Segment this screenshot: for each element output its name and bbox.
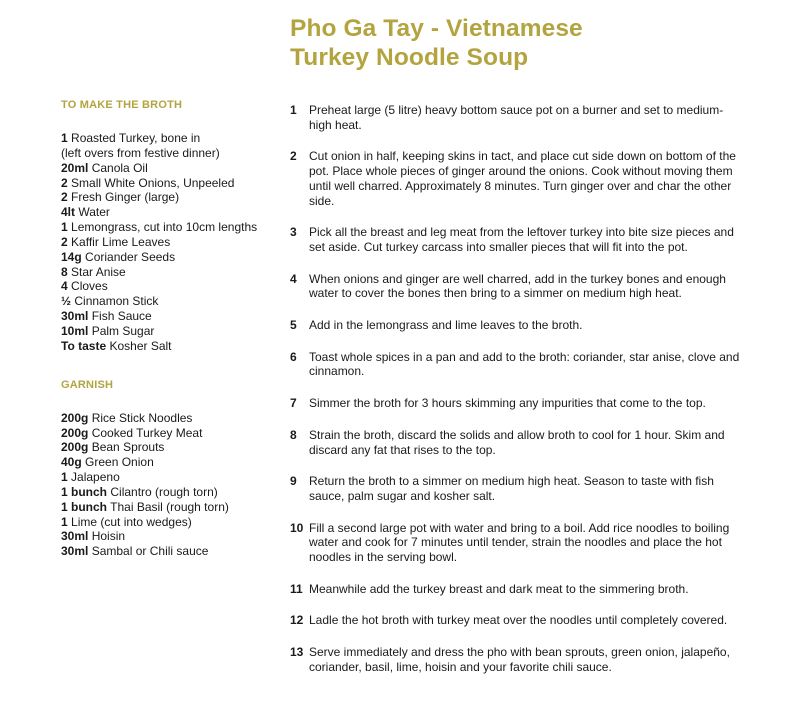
- method-steps: [290, 103, 740, 675]
- ingredient-quantity: 30ml: [61, 529, 89, 544]
- broth-section: [61, 98, 286, 354]
- step-text: Strain the broth, discard the solids and allow broth to cool for 1 hour. Skim and discard any fat that rises to the top.: [309, 427, 725, 457]
- step-item: [290, 582, 740, 597]
- ingredient-item: [61, 205, 286, 220]
- ingredient-quantity: 4lt: [61, 205, 76, 220]
- step-item: [290, 350, 740, 379]
- ingredient-name: (left overs from festive dinner): [61, 145, 220, 160]
- step-number: 8: [290, 427, 297, 442]
- ingredient-name: Lemongrass, cut into 10cm lengths: [71, 220, 258, 235]
- step-item: [290, 428, 740, 457]
- ingredient-name: Kaffir Lime Leaves: [71, 234, 171, 249]
- ingredient-name: Coriander Seeds: [85, 249, 176, 264]
- step-number: 4: [290, 271, 297, 286]
- step-number: 2: [290, 149, 297, 164]
- step-item: [290, 474, 740, 503]
- ingredient-item: [61, 544, 286, 559]
- ingredient-name: Cloves: [71, 279, 108, 294]
- step-item: [290, 318, 740, 333]
- ingredient-name: Green Onion: [85, 455, 154, 470]
- ingredient-name: Hoisin: [91, 529, 126, 544]
- ingredient-item: [61, 485, 286, 500]
- ingredient-name: Cooked Turkey Meat: [91, 425, 203, 440]
- ingredient-quantity: 2: [61, 175, 68, 190]
- ingredient-quantity: 4: [61, 279, 68, 294]
- ingredient-name: Lime (cut into wedges): [71, 514, 192, 529]
- ingredient-quantity: 200g: [61, 410, 89, 425]
- broth-heading: TO MAKE THE BROTH: [61, 99, 183, 111]
- ingredient-name: Star Anise: [71, 264, 126, 279]
- ingredient-item: [61, 411, 286, 426]
- ingredient-name: Jalapeno: [71, 470, 120, 485]
- ingredient-quantity: 1: [61, 514, 68, 529]
- ingredient-name: Water: [78, 205, 110, 220]
- ingredient-item: [61, 500, 286, 515]
- ingredient-quantity: 200g: [61, 440, 89, 455]
- ingredient-item: [61, 146, 286, 161]
- ingredient-item: [61, 294, 286, 309]
- step-text: Ladle the hot broth with turkey meat over the noodles until completely covered.: [309, 613, 728, 628]
- recipe-title: [290, 14, 770, 72]
- step-number: 7: [290, 396, 297, 411]
- ingredient-item: [61, 250, 286, 265]
- ingredient-quantity: 1 bunch: [61, 484, 108, 499]
- step-text: Fill a second large pot with water and bring to a boil. Add rice noodles to boiling water and cook for 7 minutes until tender, strain the noodles and place the hot noodles in the serving bowl.: [309, 520, 730, 565]
- ingredient-name: Fish Sauce: [91, 309, 152, 324]
- ingredient-item: [61, 309, 286, 324]
- ingredient-name: Bean Sprouts: [91, 440, 165, 455]
- ingredient-item: [61, 324, 286, 339]
- step-number: 6: [290, 349, 297, 364]
- step-item: [290, 396, 740, 411]
- step-item: [290, 103, 740, 132]
- ingredient-quantity: 40g: [61, 455, 82, 470]
- step-text: Add in the lemongrass and lime leaves to the broth.: [309, 318, 583, 333]
- step-item: [290, 521, 740, 565]
- ingredient-item: [61, 161, 286, 176]
- step-item: [290, 272, 740, 301]
- ingredient-item: [61, 190, 286, 205]
- broth-ingredient-list: [61, 131, 286, 354]
- step-text: Serve immediately and dress the pho with bean sprouts, green onion, jalapeño, coriander, basil, lime, hoisin and your favorite chili sauce.: [309, 645, 730, 674]
- ingredient-quantity: To taste: [61, 338, 107, 353]
- garnish-section: [61, 378, 286, 559]
- ingredient-item: [61, 529, 286, 544]
- step-text: When onions and ginger are well charred, add in the turkey bones and enough water to cover the bones then bring to a simmer on medium high heat.: [309, 271, 726, 301]
- ingredient-quantity: 1: [61, 220, 68, 235]
- recipe-title-line-1: Pho Ga Tay - Vietnamese: [290, 15, 583, 42]
- ingredient-quantity: 30ml: [61, 309, 89, 324]
- ingredients-column: [61, 98, 286, 559]
- step-number: 5: [290, 318, 297, 333]
- ingredient-item: [61, 426, 286, 441]
- ingredient-name: Fresh Ginger (large): [71, 190, 180, 205]
- step-text: Simmer the broth for 3 hours skimming any impurities that come to the top.: [309, 396, 706, 411]
- ingredient-name: Thai Basil (rough torn): [110, 499, 229, 514]
- step-number: 11: [290, 581, 303, 596]
- step-text: Return the broth to a simmer on medium high heat. Season to taste with fish sauce, palm sugar and kosher salt.: [309, 474, 714, 503]
- step-item: [290, 149, 740, 208]
- ingredient-item: [61, 515, 286, 530]
- ingredient-quantity: 14g: [61, 249, 82, 264]
- ingredient-item: [61, 455, 286, 470]
- ingredient-item: [61, 279, 286, 294]
- ingredient-quantity: 1: [61, 131, 68, 145]
- ingredient-name: Cinnamon Stick: [74, 294, 159, 309]
- ingredient-quantity: 2: [61, 234, 68, 249]
- ingredient-quantity: 1: [61, 470, 68, 485]
- ingredient-item: [61, 470, 286, 485]
- step-text: Pick all the breast and leg meat from the leftover turkey into bite size pieces and set aside. Cut turkey carcass into smaller pieces that will fit into the pot.: [309, 225, 734, 254]
- ingredient-name: Small White Onions, Unpeeled: [71, 175, 235, 190]
- step-number: 3: [290, 225, 297, 240]
- ingredient-item: [61, 235, 286, 250]
- step-text: Preheat large (5 litre) heavy bottom sauce pot on a burner and set to medium-high heat.: [309, 103, 724, 132]
- recipe-title-line-2: Turkey Noodle Soup: [290, 44, 529, 71]
- step-number: 1: [290, 103, 297, 117]
- step-item: [290, 225, 740, 254]
- ingredient-name: Cilantro (rough torn): [110, 484, 218, 499]
- ingredient-name: Canola Oil: [91, 160, 148, 175]
- garnish-heading: GARNISH: [61, 378, 114, 391]
- ingredient-quantity: 10ml: [61, 323, 89, 338]
- ingredient-quantity: 20ml: [61, 160, 89, 175]
- step-number: 9: [290, 474, 297, 489]
- ingredient-quantity: 200g: [61, 425, 89, 440]
- step-item: [290, 645, 740, 674]
- ingredient-item: [61, 131, 286, 146]
- ingredient-name: Palm Sugar: [91, 323, 155, 338]
- ingredient-name: Kosher Salt: [109, 338, 172, 353]
- step-text: Toast whole spices in a pan and add to the broth: coriander, star anise, clove and cinnamon.: [309, 349, 740, 379]
- ingredient-name: Rice Stick Noodles: [91, 410, 193, 425]
- step-text: Cut onion in half, keeping skins in tact, and place cut side down on bottom of the pot. Place whole pieces of ginger around the onions. Cook without moving them until well charred. Approximately 8 minutes. Turn ginger over and char the other side.: [309, 149, 736, 208]
- garnish-ingredient-list: [61, 411, 286, 559]
- ingredient-quantity: 1 bunch: [61, 499, 108, 514]
- ingredient-quantity: ½: [61, 294, 72, 309]
- step-text: Meanwhile add the turkey breast and dark meat to the simmering broth.: [309, 581, 689, 596]
- ingredient-name: Roasted Turkey, bone in: [71, 131, 201, 145]
- step-item: [290, 613, 740, 628]
- ingredient-item: [61, 220, 286, 235]
- ingredient-item: [61, 339, 286, 354]
- ingredient-quantity: 30ml: [61, 544, 89, 559]
- ingredient-quantity: 8: [61, 264, 68, 279]
- step-number: 10: [290, 520, 304, 535]
- ingredient-item: [61, 265, 286, 280]
- step-number: 12: [290, 613, 304, 628]
- step-number: 13: [290, 645, 304, 660]
- ingredient-quantity: 2: [61, 190, 68, 205]
- ingredient-item: [61, 440, 286, 455]
- ingredient-name: Sambal or Chili sauce: [91, 544, 209, 559]
- ingredient-item: [61, 176, 286, 191]
